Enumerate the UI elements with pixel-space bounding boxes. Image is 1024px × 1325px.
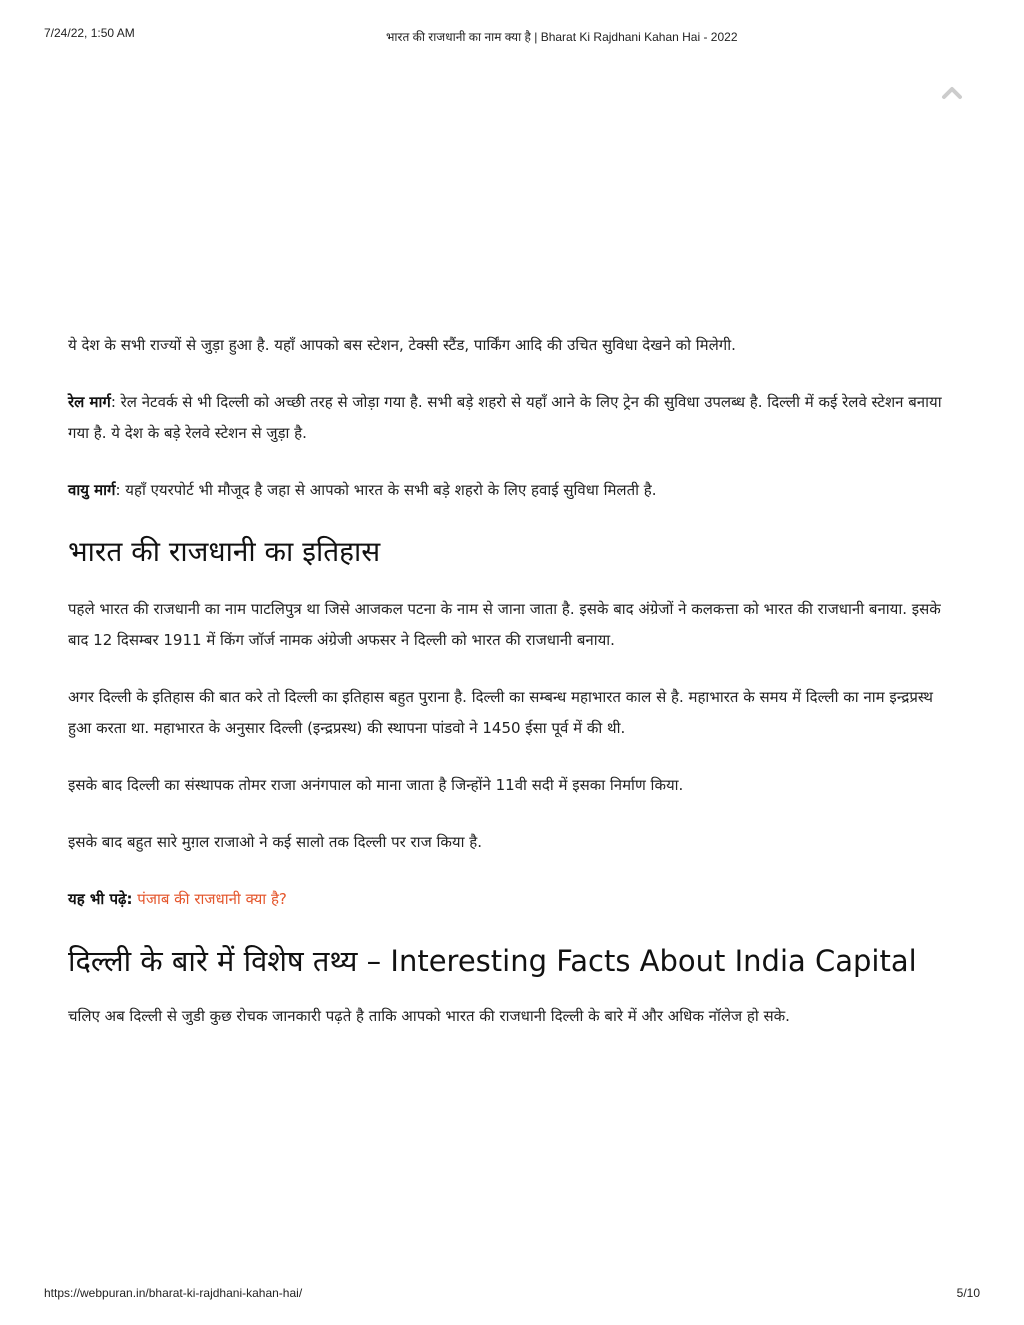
rail-route-label: रेल मार्ग bbox=[68, 393, 111, 411]
chevron-up-icon bbox=[940, 82, 964, 102]
road-route-paragraph: ये देश के सभी राज्यों से जुड़ा हुआ है. यहाँ आपको बस स्टेशन, टेक्सी स्टैंड, पार्किंग आदि की उचित सुविधा देखने को मिलेगी. bbox=[68, 336, 736, 354]
also-read-link[interactable]: पंजाब की राजधानी क्या है? bbox=[137, 890, 287, 908]
history-heading: भारत की राजधानी का इतिहास bbox=[68, 535, 381, 568]
rail-route-paragraph bbox=[68, 387, 948, 449]
print-page-number: 5/10 bbox=[956, 1286, 980, 1300]
print-datetime: 7/24/22, 1:50 AM bbox=[44, 26, 135, 40]
history-paragraph-1: पहले भारत की राजधानी का नाम पाटलिपुत्र था जिसे आजकल पटना के नाम से जाना जाता है. इसके बाद अंग्रेजों ने कलकत्ता को भारत की राजधानी बनाया. इसके बाद 12 दिसम्बर 1911 में किंग जॉर्ज नामक अंग्रेजी अफसर ने दिल्ली को भारत की राजधानी बनाया. bbox=[68, 600, 941, 649]
facts-heading: दिल्ली के बारे में विशेष तथ्य – Interesting Facts About India Capital bbox=[68, 944, 917, 978]
air-route-text: : यहाँ एयरपोर्ट भी मौजूद है जहा से आपको भारत के सभी बड़े शहरो के लिए हवाई सुविधा मिलती है. bbox=[115, 481, 657, 499]
also-read-label: यह भी पढ़े: bbox=[68, 890, 133, 908]
rail-route-text: : रेल नेटवर्क से भी दिल्ली को अच्छी तरह से जोड़ा गया है. सभी बड़े शहरो से यहाँ आने के लिए ट्रेन की सुविधा उपलब्ध है. दिल्ली में कई रेलवे स्टेशन बनाया गया है. ये देश के बड़े रेलवे स्टेशन से जुड़ा है. bbox=[68, 393, 942, 442]
print-footer bbox=[44, 1286, 980, 1302]
history-paragraph-3: इसके बाद दिल्ली का संस्थापक तोमर राजा अनंगपाल को माना जाता है जिन्होंने 11वी सदी में इसका निर्माण किया. bbox=[68, 776, 684, 794]
history-paragraph-4: इसके बाद बहुत सारे मुग़ल राजाओ ने कई सालो तक दिल्ली पर राज किया है. bbox=[68, 833, 482, 851]
print-page-url: https://webpuran.in/bharat-ki-rajdhani-kahan-hai/ bbox=[44, 1286, 303, 1300]
facts-intro-paragraph: चलिए अब दिल्ली से जुडी कुछ रोचक जानकारी पढ़ते है ताकि आपको भारत की राजधानी दिल्ली के बारे में और अधिक नॉलेज हो सके. bbox=[68, 1007, 790, 1025]
also-read bbox=[68, 884, 948, 915]
print-header bbox=[44, 26, 980, 42]
history-paragraph-2: अगर दिल्ली के इतिहास की बात करे तो दिल्ली का इतिहास बहुत पुराना है. दिल्ली का सम्बन्ध महाभारत काल से है. महाभारत के समय में दिल्ली का नाम इन्द्रप्रस्थ हुआ करता था. महाभारत के अनुसार दिल्ली (इन्द्रप्रस्थ) की स्थापना पांडवो ने 1450 ईसा पूर्व में की थी. bbox=[68, 688, 933, 737]
article-body bbox=[68, 330, 948, 1058]
air-route-label: वायु मार्ग bbox=[68, 481, 116, 499]
air-route-paragraph bbox=[68, 475, 948, 506]
print-page-title: भारत की राजधानी का नाम क्या है | Bharat Ki Rajdhani Kahan Hai - 2022 bbox=[386, 30, 738, 44]
scroll-to-top-button[interactable] bbox=[940, 82, 964, 102]
